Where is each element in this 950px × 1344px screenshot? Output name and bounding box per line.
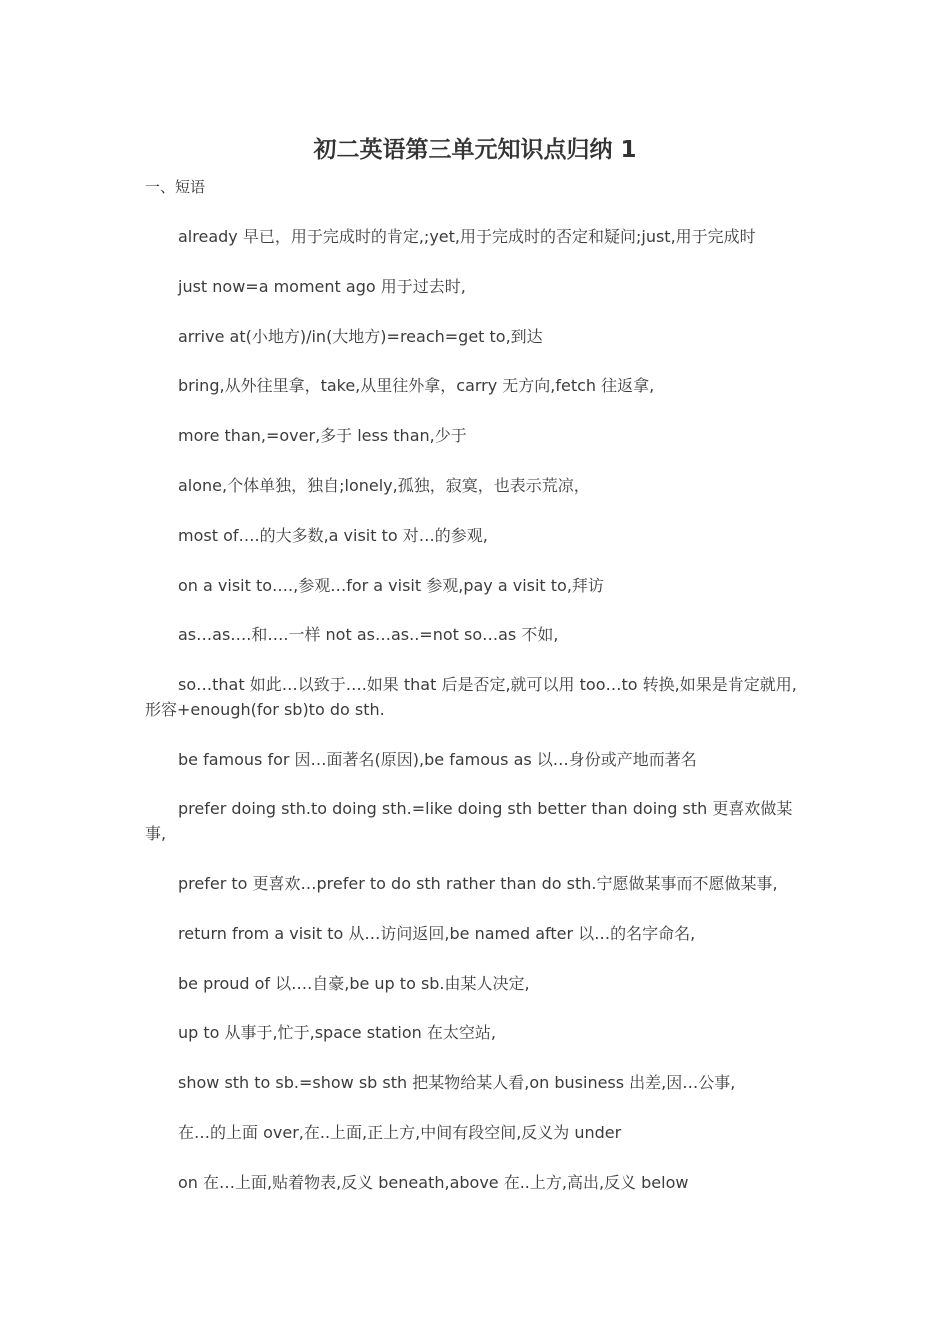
- phrase-paragraph: alone,个体单独，独自;lonely,孤独，寂寞，也表示荒凉，: [178, 476, 590, 495]
- phrase-paragraph: be famous for 因…面著名(原因),be famous as 以…身份或产地而著名: [178, 750, 697, 769]
- phrase-paragraph: return from a visit to 从…访问返回,be named after 以…的名字命名,: [178, 924, 696, 943]
- phrase-paragraph: be proud of 以….自豪,be up to sb.由某人决定,: [178, 974, 530, 993]
- phrase-paragraph: prefer doing sth.to doing sth.=like doing sth better than doing sth 更喜欢做某事,: [145, 799, 793, 843]
- phrase-paragraph: arrive at(小地方)/in(大地方)=reach=get to,到达: [178, 327, 543, 346]
- phrase-paragraph: on a visit to….,参观…for a visit 参观,pay a visit to,拜访: [178, 576, 604, 595]
- phrase-paragraph: most of….的大多数,a visit to 对…的参观,: [178, 526, 488, 545]
- phrase-paragraph: more than,=over,多于 less than,少于: [178, 426, 467, 445]
- phrase-paragraph: up to 从事于,忙于,space station 在太空站,: [178, 1023, 496, 1042]
- phrase-paragraph: so…that 如此…以致于….如果 that 后是否定,就可以用 too…to 转换,如果是肯定就用,形容+enough(for sb)to do sth.: [145, 675, 797, 719]
- phrase-paragraph: 在…的上面 over,在..上面,正上方,中间有段空间,反义为 under: [178, 1123, 622, 1142]
- document-title: 初二英语第三单元知识点归纳 1: [313, 137, 637, 163]
- phrase-paragraph: prefer to 更喜欢…prefer to do sth rather than do sth.宁愿做某事而不愿做某事,: [178, 874, 778, 893]
- phrase-paragraph: just now=a moment ago 用于过去时,: [178, 277, 466, 296]
- phrase-paragraph: on 在…上面,贴着物表,反义 beneath,above 在..上方,高出,反义 below: [178, 1173, 689, 1192]
- phrase-paragraph: show sth to sb.=show sb sth 把某物给某人看,on business 出差,因…公事,: [178, 1073, 736, 1092]
- phrase-paragraph: already 早已，用于完成时的肯定,;yet,用于完成时的否定和疑问;just,用于完成时: [178, 227, 756, 246]
- phrase-paragraph: as…as….和….一样 not as…as..=not so…as 不如,: [178, 625, 559, 644]
- section-heading: 一、短语: [145, 178, 206, 196]
- phrase-paragraph: bring,从外往里拿，take,从里往外拿，carry 无方向,fetch 往返拿,: [178, 376, 655, 395]
